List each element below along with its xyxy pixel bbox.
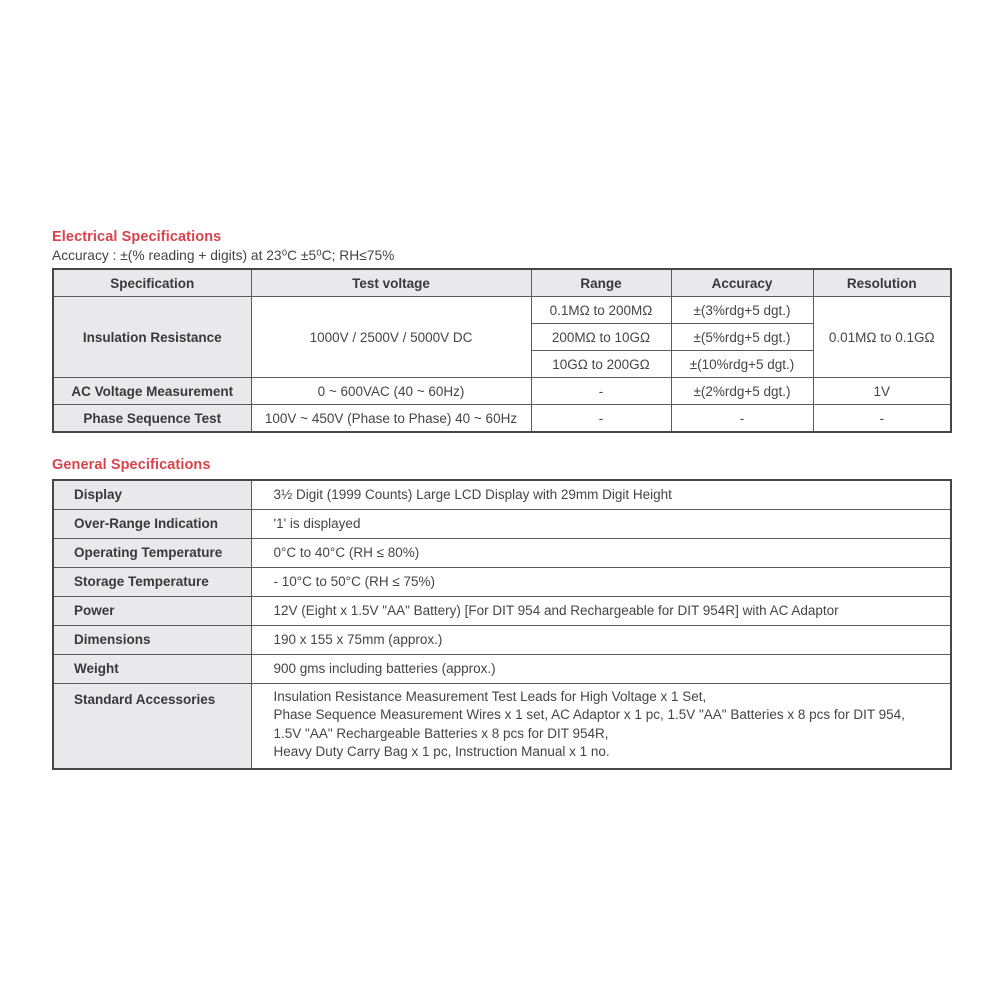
insulation-range-3: 10GΩ to 200GΩ bbox=[531, 351, 671, 378]
phase-sequence-range: - bbox=[531, 405, 671, 433]
phase-sequence-resolution: - bbox=[813, 405, 951, 433]
insulation-test-voltage: 1000V / 2500V / 5000V DC bbox=[251, 297, 531, 378]
accessories-line-1: Insulation Resistance Measurement Test Leads for High Voltage x 1 Set, bbox=[273, 688, 707, 704]
general-value-dimensions: 190 x 155 x 75mm (approx.) bbox=[251, 625, 951, 654]
table-row bbox=[53, 538, 951, 567]
table-row bbox=[53, 625, 951, 654]
electrical-specifications-heading: Electrical Specifications bbox=[52, 229, 222, 245]
col-header-accuracy: Accuracy bbox=[671, 269, 813, 297]
general-specifications-heading: General Specifications bbox=[52, 457, 211, 473]
table-row bbox=[53, 378, 951, 405]
col-header-test-voltage: Test voltage bbox=[251, 269, 531, 297]
general-label-power: Power bbox=[53, 596, 251, 625]
col-header-range: Range bbox=[531, 269, 671, 297]
electrical-header-row bbox=[53, 269, 951, 297]
general-label-storage-temperature: Storage Temperature bbox=[53, 567, 251, 596]
table-row bbox=[53, 683, 951, 769]
table-row bbox=[53, 654, 951, 683]
accessories-line-2: Phase Sequence Measurement Wires x 1 set, AC Adaptor x 1 pc, 1.5V "AA" Batteries x 8 pcs for DIT 954, bbox=[273, 707, 905, 722]
spec-name-ac-voltage: AC Voltage Measurement bbox=[53, 378, 251, 405]
general-specifications-table bbox=[52, 479, 952, 770]
general-value-over-range: '1' is displayed bbox=[251, 509, 951, 538]
ac-voltage-accuracy: ±(2%rdg+5 dgt.) bbox=[671, 378, 813, 405]
general-label-display: Display bbox=[53, 480, 251, 509]
electrical-specifications-table bbox=[52, 268, 952, 433]
table-row bbox=[53, 567, 951, 596]
general-value-standard-accessories bbox=[251, 683, 951, 769]
insulation-range-2: 200MΩ to 10GΩ bbox=[531, 324, 671, 351]
general-value-operating-temperature: 0°C to 40°C (RH ≤ 80%) bbox=[251, 538, 951, 567]
ac-voltage-range: - bbox=[531, 378, 671, 405]
general-label-dimensions: Dimensions bbox=[53, 625, 251, 654]
spec-name-phase-sequence: Phase Sequence Test bbox=[53, 405, 251, 433]
general-label-over-range: Over-Range Indication bbox=[53, 509, 251, 538]
col-header-resolution: Resolution bbox=[813, 269, 951, 297]
phase-sequence-accuracy: - bbox=[671, 405, 813, 433]
ac-voltage-test-voltage: 0 ~ 600VAC (40 ~ 60Hz) bbox=[251, 378, 531, 405]
general-label-weight: Weight bbox=[53, 654, 251, 683]
accuracy-condition-line: Accuracy : ±(% reading + digits) at 23⁰C ±5⁰C; RH≤75% bbox=[52, 248, 395, 263]
spec-name-insulation-resistance: Insulation Resistance bbox=[53, 297, 251, 378]
general-value-display: 3½ Digit (1999 Counts) Large LCD Display with 29mm Digit Height bbox=[251, 480, 951, 509]
insulation-range-1: 0.1MΩ to 200MΩ bbox=[531, 297, 671, 324]
table-row bbox=[53, 480, 951, 509]
ac-voltage-resolution: 1V bbox=[813, 378, 951, 405]
insulation-resolution: 0.01MΩ to 0.1GΩ bbox=[813, 297, 951, 378]
insulation-accuracy-2: ±(5%rdg+5 dgt.) bbox=[671, 324, 813, 351]
accessories-line-4: Heavy Duty Carry Bag x 1 pc, Instruction Manual x 1 no. bbox=[273, 744, 610, 759]
phase-sequence-test-voltage: 100V ~ 450V (Phase to Phase) 40 ~ 60Hz bbox=[251, 405, 531, 433]
table-row bbox=[53, 509, 951, 538]
table-row bbox=[53, 596, 951, 625]
accessories-lines bbox=[274, 684, 945, 766]
general-value-storage-temperature: - 10°C to 50°C (RH ≤ 75%) bbox=[251, 567, 951, 596]
general-value-power: 12V (Eight x 1.5V "AA" Battery) [For DIT 954 and Rechargeable for DIT 954R] with AC Adaptor bbox=[251, 596, 951, 625]
insulation-accuracy-3: ±(10%rdg+5 dgt.) bbox=[671, 351, 813, 378]
table-row bbox=[53, 297, 951, 324]
accessories-line-3: 1.5V "AA" Rechargeable Batteries x 8 pcs for DIT 954R, bbox=[273, 725, 609, 741]
col-header-specification: Specification bbox=[53, 269, 251, 297]
table-row bbox=[53, 405, 951, 433]
insulation-accuracy-1: ±(3%rdg+5 dgt.) bbox=[671, 297, 813, 324]
general-value-weight: 900 gms including batteries (approx.) bbox=[251, 654, 951, 683]
general-label-standard-accessories: Standard Accessories bbox=[53, 683, 251, 769]
general-label-operating-temperature: Operating Temperature bbox=[53, 538, 251, 567]
